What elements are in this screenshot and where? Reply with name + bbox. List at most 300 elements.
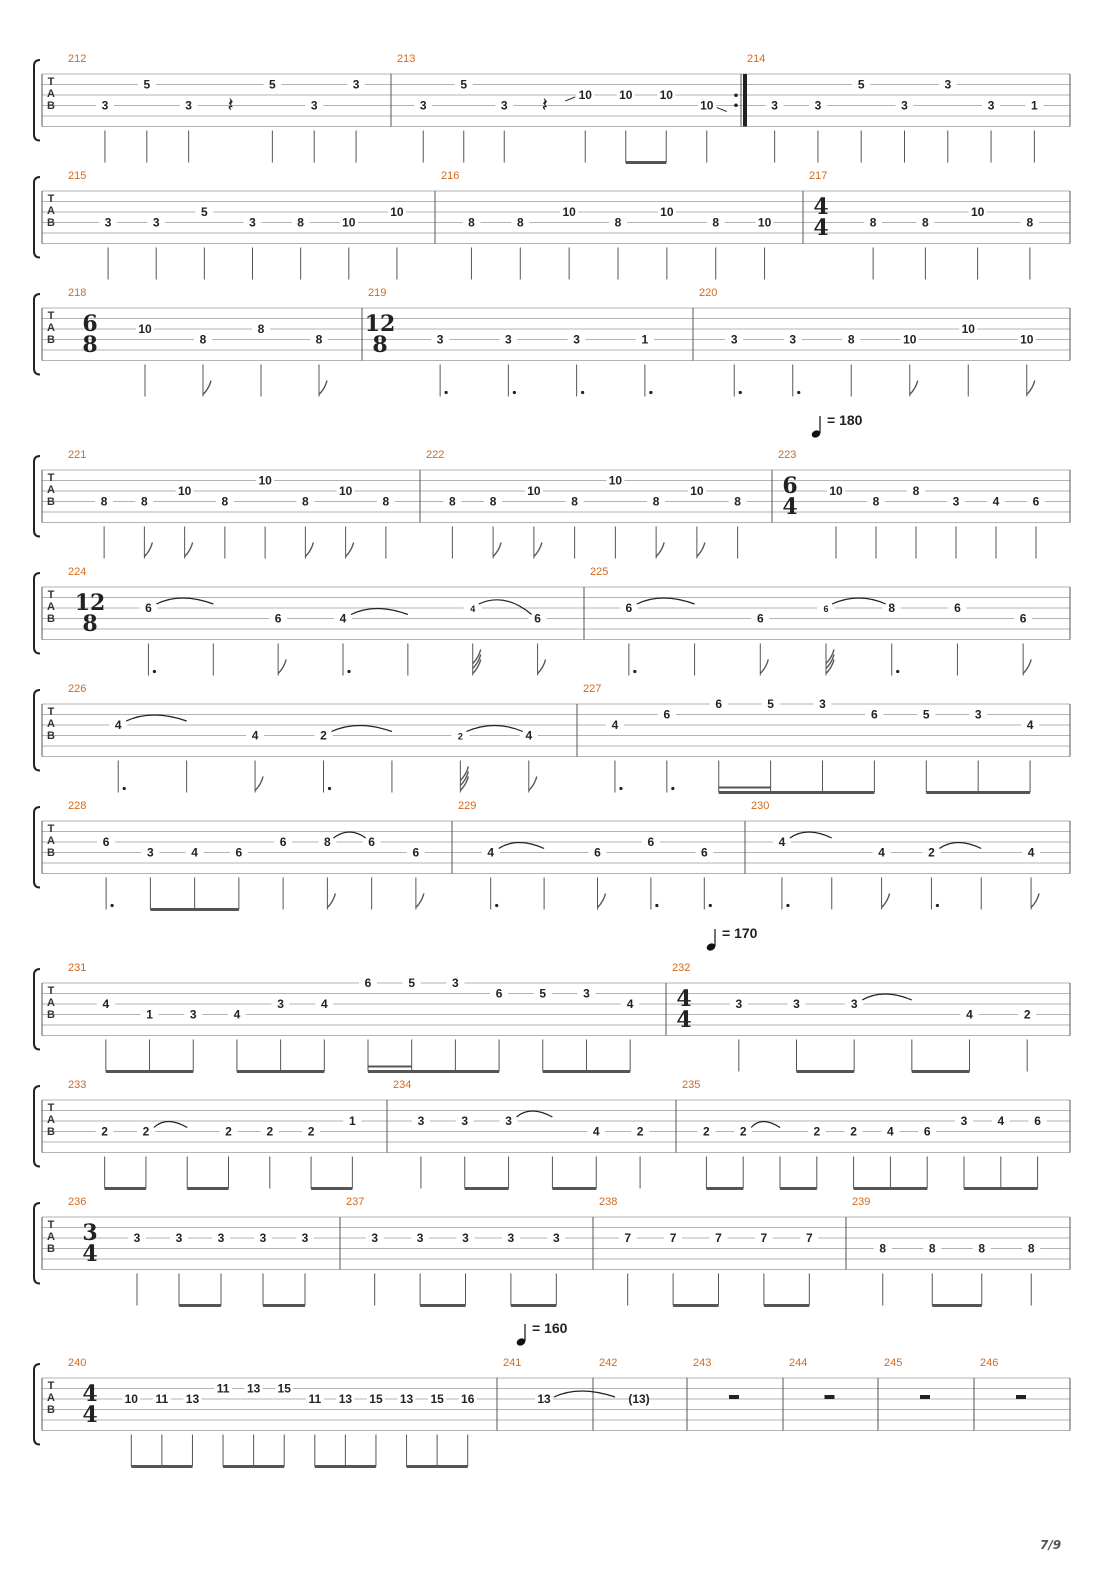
fret-number: 3	[505, 332, 512, 347]
time-signature-bottom: 8	[372, 332, 388, 358]
fret-number: 4	[1027, 845, 1035, 860]
fret-number: 3	[850, 997, 858, 1011]
page-number: 7/9	[1040, 1538, 1062, 1552]
measure	[426, 449, 772, 559]
tab-clef-letter: A	[47, 88, 55, 100]
rhythm-dot	[797, 391, 800, 394]
fret-number: 4	[887, 1124, 894, 1139]
fret-number: 3	[507, 1231, 515, 1245]
measure-number: 215	[68, 170, 87, 182]
note-flag	[327, 894, 335, 908]
tab-clef-letter: B	[47, 730, 55, 742]
fret-number: 5	[857, 77, 865, 92]
fret-number: 10	[961, 322, 975, 336]
fret-number: 6	[235, 845, 243, 860]
tab-system	[34, 1196, 1070, 1306]
fret-number: 3	[974, 707, 982, 722]
tab-clef-letter: T	[47, 1219, 55, 1231]
time-signature-bottom: 8	[82, 332, 98, 358]
fret-number: 3	[462, 1231, 469, 1245]
rhythm-dot	[513, 391, 516, 394]
fret-number: 8	[315, 332, 323, 347]
fret-number: 6	[145, 601, 152, 615]
tie-arc	[126, 715, 186, 721]
fret-number: 4	[778, 835, 786, 849]
fret-number: 3	[301, 1231, 309, 1245]
time-signature-top: 6	[82, 311, 98, 337]
measure-number: 237	[346, 1196, 365, 1208]
fret-number: 10	[700, 98, 714, 113]
rhythm-dot	[328, 787, 331, 790]
fret-number: (13)	[628, 1392, 650, 1406]
measure-number: 221	[68, 449, 87, 461]
fret-number: 5	[269, 77, 276, 92]
system-bracket	[34, 294, 40, 375]
fret-number: 10	[578, 88, 592, 102]
tab-system	[34, 566, 1070, 676]
tab-clef-letter: A	[47, 997, 55, 1009]
fret-number: 3	[901, 98, 908, 113]
tie-arc	[332, 726, 392, 732]
measure	[346, 1196, 593, 1306]
measure-number: 242	[599, 1357, 618, 1369]
measure-number: 246	[980, 1357, 999, 1369]
rhythm-dot	[896, 670, 899, 673]
fret-number: 8	[978, 1241, 986, 1256]
time-signature-bottom: 4	[813, 215, 829, 241]
measure-number: 227	[583, 683, 602, 695]
tab-system	[34, 287, 1070, 397]
tempo-mark	[705, 925, 757, 952]
fret-number: 13	[537, 1392, 551, 1406]
tempo-mark	[515, 1320, 567, 1347]
tie-arc	[154, 1122, 187, 1128]
measure	[68, 170, 435, 280]
tab-system	[34, 449, 1070, 559]
measure	[68, 1079, 387, 1189]
measure	[747, 53, 1043, 163]
tab-clef-letter: T	[47, 985, 55, 997]
tab-system	[34, 683, 1070, 793]
fret-number: 4	[525, 728, 533, 743]
measure-number: 224	[68, 566, 87, 578]
tab-clef-letter: T	[47, 1380, 55, 1392]
fret-number: 4	[320, 997, 328, 1011]
measure-number: 245	[884, 1357, 903, 1369]
fret-number: 6	[495, 986, 503, 1001]
tab-clef-letter: B	[47, 1009, 55, 1021]
fret-number: 2	[142, 1124, 150, 1139]
note-flag	[185, 543, 193, 557]
fret-number: 6	[534, 611, 541, 626]
tab-clef-letter: A	[47, 835, 55, 847]
measure	[693, 1357, 783, 1431]
repeat-dot	[734, 103, 738, 107]
fret-number: 1	[1031, 98, 1038, 113]
measure	[397, 53, 745, 163]
measure	[751, 800, 1040, 910]
fret-number: 10	[659, 88, 673, 102]
tab-system	[34, 53, 1070, 163]
fret-number: 8	[571, 494, 578, 509]
fret-number: 8	[221, 494, 229, 509]
measure	[778, 449, 1045, 559]
rhythm-dot	[633, 670, 636, 673]
time-signature-top: 3	[82, 1220, 98, 1246]
fret-number: 1	[146, 1007, 153, 1022]
note-flag	[1023, 660, 1031, 674]
tab-clef-letter: B	[47, 100, 55, 112]
fret-number: 7	[669, 1231, 677, 1245]
tab-clef-letter: B	[47, 613, 55, 625]
measure-number: 235	[682, 1079, 701, 1091]
tie-arc	[517, 1111, 553, 1117]
time-signature-top: 4	[82, 1381, 98, 1407]
measure	[789, 1357, 878, 1431]
time-signature-top: 12	[74, 590, 106, 616]
fret-number: 10	[258, 473, 272, 488]
fret-number: 8	[614, 215, 622, 230]
fret-number: 3	[793, 997, 800, 1011]
rhythm-dot	[709, 904, 712, 907]
fret-number: 3	[952, 494, 960, 509]
measure-number: 219	[368, 287, 387, 299]
tab-clef-letter: A	[47, 1231, 55, 1243]
fret-number: 8	[382, 494, 390, 509]
tie-arc	[351, 609, 408, 615]
measure-number: 236	[68, 1196, 87, 1208]
fret-number: 4	[966, 1007, 973, 1022]
note-flag	[697, 543, 705, 557]
measure	[599, 1196, 846, 1306]
fret-number: 3	[987, 98, 995, 113]
fret-number: 13	[338, 1392, 353, 1406]
tab-system	[34, 170, 1070, 280]
note-flag	[346, 543, 354, 557]
fret-number: 5	[143, 77, 151, 92]
note-flag	[203, 381, 211, 395]
fret-number: 7	[624, 1231, 632, 1245]
fret-number: 6	[954, 601, 961, 615]
note-flag	[534, 543, 542, 557]
tie-arc	[466, 726, 522, 732]
fret-number: 4	[1026, 718, 1034, 732]
fret-number: 3	[730, 332, 738, 347]
note-flag	[305, 543, 313, 557]
measure	[68, 683, 577, 793]
system-bracket	[34, 177, 40, 258]
fret-number: 5	[539, 986, 547, 1001]
measure-number: 226	[68, 683, 87, 695]
fret-number: 13	[185, 1392, 200, 1406]
tab-clef-letter: B	[47, 217, 55, 229]
fret-number: 2	[307, 1124, 315, 1139]
tab-clef-letter: T	[47, 310, 55, 322]
fret-number: 10	[619, 88, 633, 102]
fret-number: 3	[814, 98, 822, 113]
fret-number: 8	[1026, 215, 1034, 230]
fret-number: 2	[636, 1124, 644, 1139]
fret-number: 4	[233, 1007, 241, 1022]
tab-clef-letter: T	[47, 823, 55, 835]
fret-number: 2	[320, 728, 327, 743]
tie-arc	[554, 1391, 615, 1397]
measure-number: 220	[699, 287, 718, 299]
note-flag	[1031, 894, 1039, 908]
time-signature-top: 4	[813, 194, 829, 220]
tab-clef-letter: A	[47, 484, 55, 496]
fret-number: 13	[399, 1392, 414, 1406]
fret-number: 4	[878, 845, 885, 860]
measure	[583, 683, 1039, 793]
note-flag	[598, 894, 606, 908]
fret-number: 10	[177, 484, 192, 498]
measure-number: 234	[393, 1079, 412, 1091]
tie-arc	[862, 994, 912, 1000]
fret-number: 4	[339, 611, 347, 626]
fret-number: 3	[819, 697, 826, 711]
tie-arc	[479, 600, 532, 615]
measure-number: 243	[693, 1357, 712, 1369]
fret-number: 6	[715, 697, 723, 711]
note-flag	[760, 660, 768, 674]
half-rest-icon	[825, 1395, 835, 1399]
fret-number: 4	[470, 604, 476, 614]
fret-number: 8	[912, 484, 920, 498]
system-bracket	[34, 1203, 40, 1284]
rhythm-dot	[649, 391, 652, 394]
fret-number: 11	[308, 1392, 322, 1406]
fret-number: 6	[412, 845, 420, 860]
measure	[699, 287, 1036, 397]
measure	[599, 1357, 687, 1431]
fret-number: 11	[216, 1381, 230, 1396]
fret-number: 2	[225, 1124, 232, 1139]
fret-number: 5	[922, 707, 930, 722]
tab-clef-letter: T	[47, 1102, 55, 1114]
tempo-mark	[810, 412, 862, 439]
fret-number: 3	[217, 1231, 225, 1245]
fret-number: 8	[297, 215, 304, 230]
fret-number: 3	[259, 1231, 267, 1245]
note-flag	[144, 543, 152, 557]
measure	[68, 287, 362, 397]
measure-number: 238	[599, 1196, 618, 1208]
tab-system	[34, 1079, 1070, 1189]
fret-number: 15	[430, 1392, 444, 1406]
fret-number: 2	[813, 1124, 821, 1139]
fret-number: 10	[338, 484, 353, 498]
fret-number: 3	[583, 986, 590, 1001]
measure-number: 232	[672, 962, 691, 974]
tie-arc	[790, 832, 832, 838]
fret-number: 6	[279, 835, 287, 849]
measure-number: 217	[809, 170, 828, 182]
fret-number: 10	[690, 484, 704, 498]
fret-number: 3	[152, 215, 160, 230]
system-bracket	[34, 969, 40, 1050]
measure-number: 212	[68, 53, 87, 65]
fret-number: 8	[199, 332, 207, 347]
fret-number: 6	[368, 835, 375, 849]
fret-number: 3	[789, 332, 797, 347]
fret-number: 5	[767, 697, 774, 711]
fret-number: 8	[888, 601, 896, 615]
measure	[68, 962, 666, 1072]
fret-number: 8	[712, 215, 720, 230]
tie-arc	[939, 843, 981, 849]
time-signature-bottom: 8	[82, 611, 98, 637]
fret-number: 8	[928, 1241, 936, 1256]
fret-number: 1	[641, 332, 649, 347]
slide-out	[717, 108, 727, 112]
tab-clef-letter: T	[47, 193, 55, 205]
measure-number: 240	[68, 1357, 87, 1369]
measure	[68, 566, 584, 676]
measure	[68, 1357, 497, 1467]
fret-number: 3	[310, 98, 318, 113]
fret-number: 10	[138, 322, 152, 336]
tab-clef-letter: A	[47, 205, 55, 217]
fret-number: 8	[100, 494, 108, 509]
measure-number: 231	[68, 962, 87, 974]
half-rest-icon	[1016, 1395, 1026, 1399]
note-flag	[538, 660, 546, 674]
tab-clef-letter: B	[47, 1126, 55, 1138]
quarter-rest-icon: 𝄽	[227, 92, 234, 117]
fret-number: 10	[970, 205, 985, 219]
fret-number: 8	[324, 835, 331, 849]
fret-number: 3	[249, 215, 256, 230]
tab-clef-letter: T	[47, 76, 55, 88]
time-signature-top: 12	[364, 311, 396, 337]
rhythm-dot	[619, 787, 622, 790]
tab-clef-letter: T	[47, 472, 55, 484]
fret-number: 3	[960, 1114, 968, 1128]
measure-number: 241	[503, 1357, 522, 1369]
slide-in	[565, 97, 575, 101]
fret-number: 3	[771, 98, 778, 113]
fret-number: 3	[147, 845, 154, 860]
note-flag	[656, 543, 664, 557]
tab-clef-letter: A	[47, 322, 55, 334]
fret-number: 15	[369, 1392, 383, 1406]
tab-clef-letter: B	[47, 1243, 55, 1255]
fret-number: 5	[408, 976, 416, 990]
time-signature-top: 6	[782, 473, 798, 499]
fret-number: 2	[266, 1124, 274, 1139]
quarter-rest-icon: 𝄽	[541, 92, 548, 117]
tab-clef-letter: B	[47, 847, 55, 859]
fret-number: 10	[124, 1392, 138, 1406]
tempo-value: = 170	[722, 925, 758, 941]
fret-number: 4	[251, 728, 259, 743]
fret-number: 6	[663, 707, 671, 722]
measure	[852, 1196, 1040, 1306]
fret-number: 8	[869, 215, 877, 230]
fret-number: 8	[652, 494, 660, 509]
measure-number: 233	[68, 1079, 87, 1091]
note-flag	[416, 894, 424, 908]
measure	[458, 800, 745, 910]
system-bracket	[34, 1086, 40, 1167]
fret-number: 4	[626, 997, 634, 1011]
fret-number: 3	[371, 1231, 379, 1245]
rhythm-dot	[739, 391, 742, 394]
fret-number: 3	[185, 98, 192, 113]
measure-number: 218	[68, 287, 87, 299]
note-flag	[255, 777, 263, 791]
fret-number: 8	[516, 215, 524, 230]
fret-number: 3	[505, 1114, 512, 1128]
measure-number: 216	[441, 170, 460, 182]
tab-clef-letter: B	[47, 496, 55, 508]
system-bracket	[34, 573, 40, 654]
fret-number: 10	[562, 205, 576, 219]
fret-number: 8	[302, 494, 309, 509]
fret-number: 4	[191, 845, 198, 860]
fret-number: 6	[364, 976, 372, 990]
fret-number: 6	[625, 601, 633, 615]
measure	[68, 449, 420, 559]
system-bracket	[34, 690, 40, 771]
measure	[884, 1357, 974, 1431]
rhythm-dot	[495, 904, 498, 907]
measure	[68, 1196, 340, 1306]
fret-number: 4	[992, 494, 1000, 509]
fret-number: 6	[647, 835, 655, 849]
fret-number: 3	[417, 1114, 425, 1128]
measure	[590, 566, 1032, 676]
fret-number: 6	[274, 611, 282, 626]
fret-number: 7	[805, 1231, 813, 1245]
tab-clef-letter: A	[47, 601, 55, 613]
measure	[68, 53, 391, 163]
measure-number: 214	[747, 53, 766, 65]
system-bracket	[34, 456, 40, 537]
note-flag	[319, 381, 327, 395]
fret-number: 3	[101, 98, 109, 113]
fret-number: 8	[734, 494, 741, 509]
system-bracket	[34, 1364, 40, 1445]
fret-number: 3	[436, 332, 444, 347]
measure	[672, 962, 1036, 1072]
rhythm-dot	[123, 787, 126, 790]
fret-number: 8	[468, 215, 475, 230]
note-flag	[278, 660, 286, 674]
fret-number: 6	[700, 845, 708, 860]
fret-number: 3	[189, 1007, 197, 1022]
measure	[365, 287, 693, 397]
fret-number: 4	[611, 718, 619, 732]
measure	[68, 800, 452, 910]
fret-number: 2	[850, 1124, 857, 1139]
measure-number: 239	[852, 1196, 871, 1208]
tab-clef-letter: A	[47, 1114, 55, 1126]
fret-number: 8	[872, 494, 880, 509]
tab-system	[34, 962, 1070, 1072]
fret-number: 10	[829, 484, 843, 498]
measure-number: 225	[590, 566, 609, 578]
system-bracket	[34, 807, 40, 888]
time-signature-bottom: 4	[676, 1007, 692, 1033]
tab-clef-letter: B	[47, 334, 55, 346]
fret-number: 4	[114, 718, 122, 732]
fret-number: 6	[1032, 494, 1040, 509]
tab-clef-letter: A	[47, 718, 55, 730]
fret-number: 6	[1034, 1114, 1041, 1128]
tie-arc	[751, 1122, 780, 1128]
